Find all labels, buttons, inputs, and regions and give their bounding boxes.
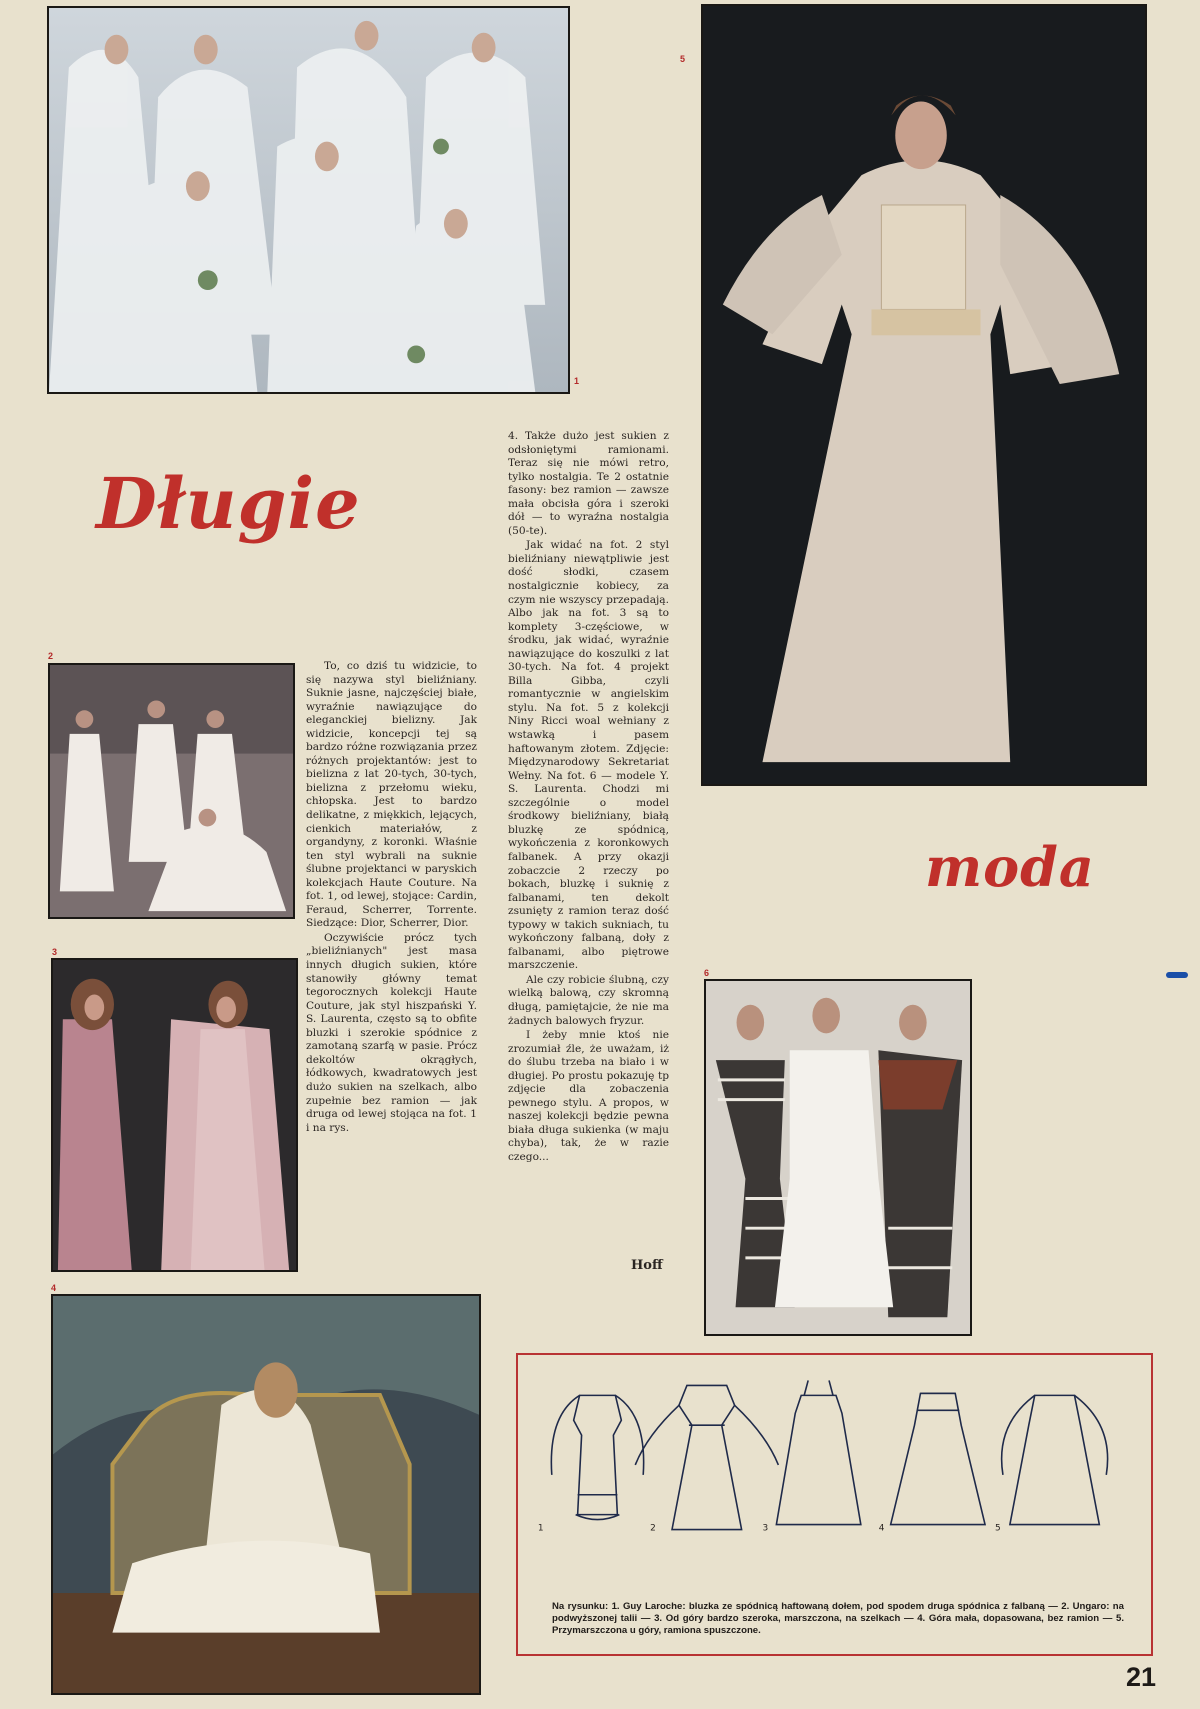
photo-lingerie-dresses	[48, 663, 295, 919]
sketch-label-2: 2	[650, 1523, 656, 1534]
photo-number-2: 2	[48, 651, 54, 661]
photo-number-3: 3	[52, 947, 58, 957]
photo-number-1: 1	[574, 376, 580, 386]
photo-bridal-group	[47, 6, 570, 394]
photo-woman-on-sofa	[51, 1294, 481, 1695]
sketch-label-4: 4	[878, 1523, 885, 1534]
article-paragraph: I żeby mnie ktoś nie zrozumiał źle, że uważam, iż do ślubu trzeba na biało i w długiej. Po prostu pokazuję tp zdjęcie dla zobaczenia pewnego stylu. A propos, w naszej kolekcji będzie pewna biała długa sukienka (w maju chyba), tak, że w razie czego...	[508, 1029, 669, 1163]
article-paragraph: Ale czy robicie ślubną, czy wielką balową, czy skromną długą, pamiętajcie, że nie ma żadnych balowych fryzur.	[508, 973, 669, 1027]
photo-number-5: 5	[680, 54, 686, 64]
fashion-drawings-frame	[516, 1353, 1153, 1656]
fashion-sketches	[518, 1365, 1151, 1545]
article-title: Długie	[96, 462, 361, 545]
photo-pink-dresses	[51, 958, 298, 1272]
drawing-caption: Na rysunku: 1. Guy Laroche: bluzka ze spódnicą haftowaną dołem, pod spodem druga spódnica z falbaną — 2. Ungaro: na podwyższonej talii — 3. Od góry bardzo szeroka, marszczona, na szelkach — 4. Góra mała, dopasowana, bez ramion — 5. Przymarszczona u góry, ramiona spuszczone.	[552, 1601, 1124, 1636]
sketch-label-3: 3	[762, 1523, 769, 1534]
sketch-label-5: 5	[994, 1523, 1001, 1534]
article-paragraph: Oczywiście prócz tych „bieliźnianych" jest masa innych długich sukien, które stanowiły główny temat tegorocznych kolekcji Haute Couture, jak styl hiszpański Y. S. Laurenta, często są to obfite bluzki i szerokie spódnice z zamotaną szarfą w pasie. Prócz dekoltów okrągłych, łódkowych, kwadratowych jest dużo sukien na szelkach, albo zupełnie bez ramion — jak druga od lewej stojąca na fot. 1 i na rys.	[306, 931, 477, 1134]
article-paragraph: To, co dziś tu widzicie, to się nazywa styl bieliźniany. Suknie jasne, najczęściej białe, wyraźnie nawiązujące do eleganckiej bielizny. Jak widzicie, koncepcji tej są bardzo różne rozwiązania przez różnych projektantów: jest to bielizna z lat 20-tych, 30-tych, bielizna z przełomu wieku, chłopska. Jest to bardzo delikatne, z miękkich, lejących, cienkich materiałów, z organdyny, z koronki. Właśnie ten styl wybrali na suknie ślubne projektanci w paryskich kolekcjach Haute Couture. Na fot. 1, od lewej, stojące: Cardin, Feraud, Scherrer, Torrente. Siedzące: Dior, Scherrer, Dior.	[306, 660, 477, 930]
article-paragraph: Jak widać na fot. 2 styl bieliźniany niewątpliwie jest dość słodki, czasem nostalgicznie kobiecy, za czym nie wszyscy przepadają. Albo jak na fot. 3 są to komplety 3-częściowe, w środku, jak widać, wyraźnie nawiązujące do koszulki z lat 30-tych. Na fot. 4 projekt Billa Gibba, czyli romantycznie w angielskim stylu. Na fot. 5 z kolekcji Niny Ricci woal wełniany z wstawką i pasem haftowanym złotem. Zdjęcie: Międzynarodowy Sekretariat Wełny. Na fot. 6 — modele Y. S. Laurenta. Chodzi mi szczególnie o model środkowy bieliźniany, białą bluzkę ze spódnicą, wykończenia z koronkowych falbanek. A przy okazji zobaczcie 2 rzeczy po bokach, bluzkę i suknię z falbanami, ten dekolt zsunięty z ramion teraz dość typowy w takich sukniach, tu wykończony falbaną, doły z falbanami, albo piętrowe marszczenie.	[508, 539, 669, 972]
article-paragraph: 4. Także dużo jest sukien z odsłoniętymi ramionami. Teraz się nie mówi retro, tylko nostalgia. Te 2 ostatnie fasony: bez ramion — zawsze mała obcisła góra i szeroki dół — to wyraźna nostalgia (50-te).	[508, 430, 669, 537]
article-column-2	[508, 430, 669, 1165]
photo-number-6: 6	[704, 968, 710, 978]
photo-three-models	[704, 979, 972, 1336]
edge-mark	[1166, 972, 1188, 978]
section-title: moda	[925, 835, 1095, 899]
photo-number-4: 4	[51, 1283, 57, 1293]
article-column-1	[306, 660, 477, 1135]
photo-embroidered-dress	[701, 4, 1147, 786]
sketch-label-1: 1	[537, 1523, 544, 1534]
author-signature: Hoff	[631, 1258, 663, 1273]
page-number: 21	[1126, 1662, 1157, 1692]
